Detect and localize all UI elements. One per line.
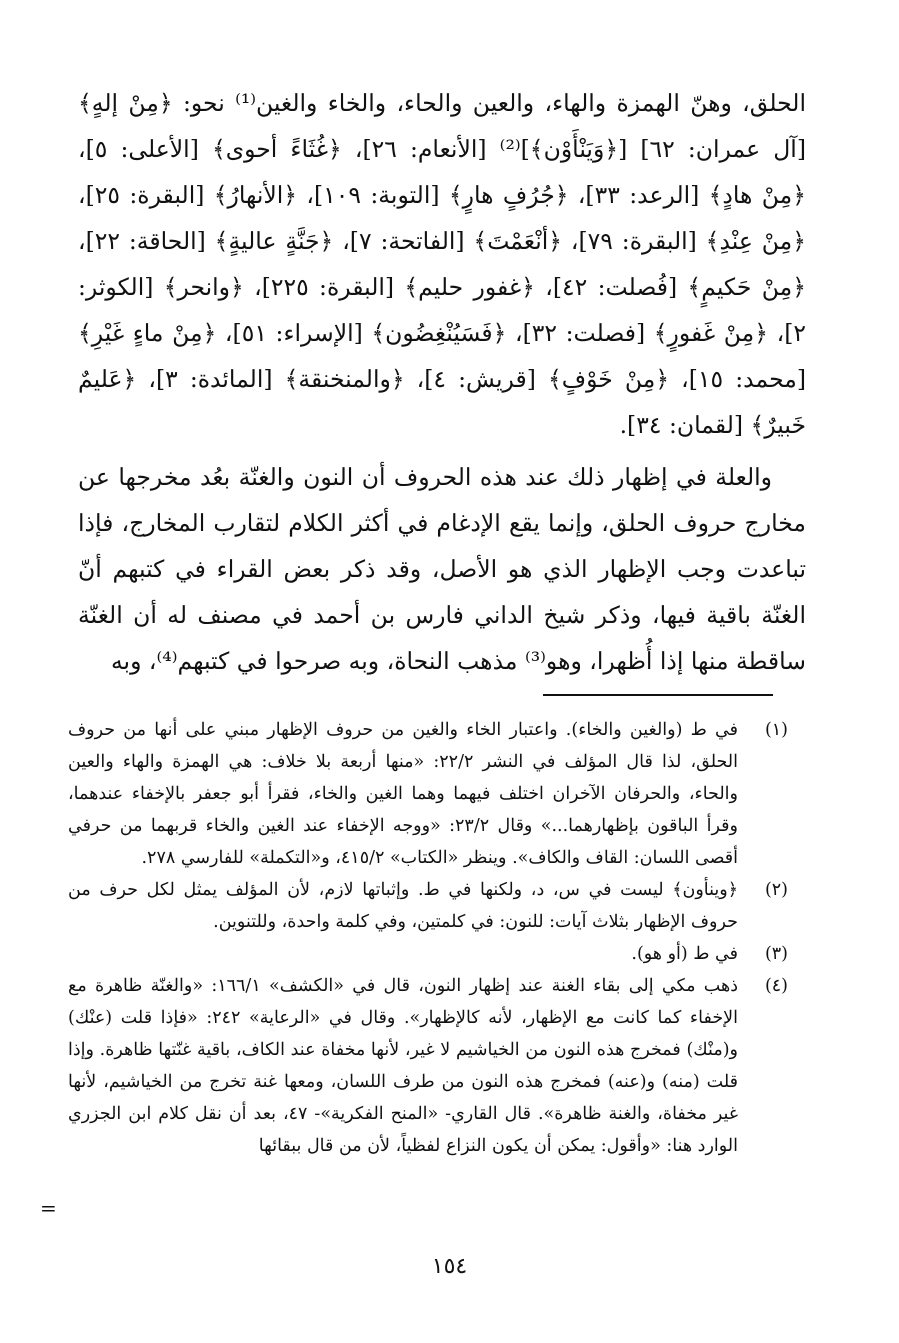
body-paragraph-1: الحلق، وهنّ الهمزة والهاء، والعين والحاء، والخاء والغين⁽¹⁾ نحو: ﴿مِنْ إلهٍ﴾ [آل عمران: ٦٢] [﴿وَيَنْأَوْن﴾]⁽²⁾ [الأنعام: ٢٦]، ﴿غُثَاءً أحوى﴾ [الأعلى: ٥]، ﴿مِنْ هادٍ﴾ [الرعد: ٣٣]، ﴿جُرُفٍ هارٍ﴾ [التوبة: ١٠٩]، ﴿الأنهارُ﴾ [البقرة: ٢٥]، ﴿مِنْ عِنْدِ﴾ [البقرة: ٧٩]، ﴿أنْعَمْتَ﴾ [الفاتحة: ٧]، ﴿جَنَّةٍ عاليةٍ﴾ [الحاقة: ٢٢]، ﴿مِنْ حَكيمٍ﴾ [فُصلت: ٤٢]، ﴿غفور حليم﴾ [البقرة: ٢٢٥]، ﴿وانحر﴾ [الكوثر: ٢]، ﴿مِنْ غَفورٍ﴾ [فصلت: ٣٢]، ﴿فَسَيُنْغِضُون﴾ [الإسراء: ٥١]، ﴿مِنْ ماءٍ غَيْرِ﴾ [محمد: ١٥]، ﴿مِنْ خَوْفٍ﴾ [قريش: ٤]، ﴿والمنخنقة﴾ [المائدة: ٣]، ﴿عَليمٌ خَبيرٌ﴾ [لقمان: ٣٤]. [78, 89, 807, 439]
footnote-4 [68, 970, 788, 1162]
footnotes [68, 714, 788, 1162]
body-paragraph-2: والعلة في إظهار ذلك عند هذه الحروف أن النون والغنّة بعُد مخرجها عن مخارج حروف الحلق، وإنما يقع الإدغام في أكثر الكلام لتقارب المخارج، فإذا تباعدت وجب الإظهار الذي هو الأصل، وقد ذكر بعض القراء في كتبهم أنّ الغنّة باقية فيها، وذكر شيخ الداني فارس بن أحمد في مصنف له أن الغنّة ساقطة منها إذا أُظهرا، وهو⁽³⁾ مذهب النحاة، وبه صرحوا في كتبهم⁽⁴⁾، وبه [78, 463, 806, 675]
footnote-separator [543, 694, 773, 696]
footnote-text: في ط (أو هو). [631, 944, 738, 964]
footnote-number: (٣) [764, 944, 788, 964]
footnote-text: ﴿وينأون﴾ ليست في س، د، ولكنها في ط. وإثباتها لازم، لأن المؤلف يمثل لكل حرف من حروف الإظهار بثلاث آيات: للنون: في كلمتين، وفي كلمة واحدة، وللتنوين. [68, 880, 738, 932]
continuation-mark: = [40, 1196, 57, 1220]
footnote-2 [68, 874, 788, 938]
footnote-number: (١) [764, 720, 788, 740]
footnote-3 [68, 938, 788, 970]
footnote-text: ذهب مكي إلى بقاء الغنة عند إظهار النون، قال في «الكشف» ١٦٦/١: «والغنّة ظاهرة مع الإخفاء كما كانت مع الإظهار، لأنه كالإظهار». وقال في «الرعاية» ٢٤٢: «فإذا قلت (عنْك) و(منْك) فمخرج هذه النون من الخياشيم لا غير، لأنها مخفاة عند الكاف، باقية غنّتها ظاهرة. وإذا قلت (منه) و(عنه) فمخرج هذه النون من طرف اللسان، ومعها غنة تخرج من الخياشيم، لأنها غير مخفاة، والغنة ظاهرة». قال القاري- «المنح الفكرية»- ٤٧، بعد أن نقل كلام ابن الجزري الوارد هنا: «وأقول: يمكن أن يكون النزاع لفظياً، لأن من قال ببقائها [68, 976, 738, 1156]
footnote-1 [68, 714, 788, 874]
main-text [78, 80, 806, 684]
footnote-number: (٢) [764, 880, 788, 900]
page-number: ١٥٤ [431, 1254, 468, 1279]
footnote-number: (٤) [764, 976, 788, 996]
footnote-text: في ط (والغين والخاء). واعتبار الخاء والغين من حروف الإظهار مبني على أنها من حروف الحلق، لذا قال المؤلف في النشر ٢٢/٢: «منها أربعة بلا خلاف: هي الهمزة والهاء والعين والحاء، والحرفان الآخران اختلف فيهما وهما الغين والخاء، فقرأ أبو جعفر بالإخفاء عندهما، وقرأ الباقون بإظهارهما...» وقال ٢٣/٢: «ووجه الإخفاء عند الغين والخاء قربهما من حرفي أقصى اللسان: القاف والكاف». وينظر «الكتاب» ٤١٥/٢، و«التكملة» للفارسي ٢٧٨. [68, 720, 738, 868]
